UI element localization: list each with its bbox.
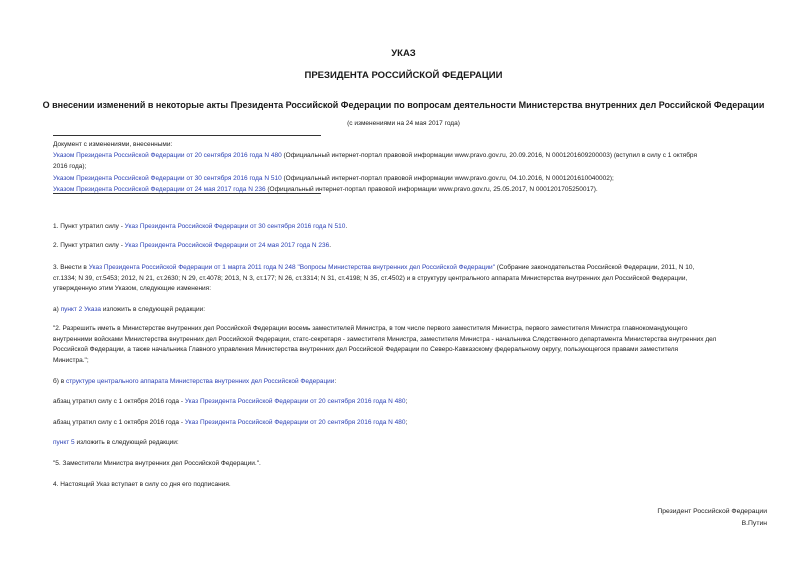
quoted-text <box>53 324 769 366</box>
link-ukaz-480[interactable]: Указ Президента Российской Федерации от 20 сентября 2016 года N 480 <box>184 419 406 426</box>
subparagraph-b-3 <box>53 437 769 448</box>
subparagraph-b-4: "5. Заместители Министра внутренних дел Российской Федерации.". <box>53 460 261 467</box>
link-ukaz-236[interactable]: Указ Президента Российской Федерации от 24 мая 2017 года N 236 <box>124 242 330 249</box>
paragraph-2 <box>53 240 769 251</box>
divider-top <box>53 135 321 136</box>
paragraph-text: абзац утратил силу с 1 октября 2016 года - <box>53 419 185 426</box>
paragraph-text: изложить в следующей редакции: <box>74 439 179 446</box>
subparagraph-prefix: а) <box>53 306 61 313</box>
paragraph-end: . <box>345 223 348 230</box>
subparagraph-prefix: б) в <box>53 378 66 385</box>
amendment-link-480[interactable]: Указом Президента Российской Федерации от 20 сентября 2016 года N 480 <box>53 152 282 160</box>
link-ukaz-510[interactable]: Указ Президента Российской Федерации от 30 сентября 2016 года N 510 <box>124 223 346 230</box>
link-structure[interactable]: структуре центрального аппарата Министерства внутренних дел Российской Федерации <box>65 378 335 385</box>
amendment-history <box>53 139 763 195</box>
paragraph-text: 1. Пункт утратил силу - <box>53 223 125 230</box>
history-item-continued: 2016 года); <box>53 163 87 171</box>
link-punkt-5[interactable]: пункт 5 <box>53 439 75 446</box>
revision-note: (с изменениями на 24 мая 2017 года) <box>347 120 460 127</box>
link-ukaz-480[interactable]: Указ Президента Российской Федерации от 20 сентября 2016 года N 480 <box>184 398 406 405</box>
subparagraph-b-2 <box>53 417 769 428</box>
paragraph-text: (Собрание законодательства Российской Федерации, 2011, N 10, <box>495 264 695 271</box>
history-item-text: (Официальный интернет-портал правовой информации www.pravo.gov.ru, 04.10.2016, N 0001201610040002); <box>281 174 614 182</box>
paragraph-3-line-1 <box>53 263 769 274</box>
document-title: УКАЗ <box>391 48 416 59</box>
amendment-link-236[interactable]: Указом Президента Российской Федерации от 24 мая 2017 года N 236 <box>53 185 266 193</box>
paragraph-end: ; <box>405 419 408 426</box>
history-item-text: (Официальный интернет-портал правовой информации www.pravo.gov.ru, 25.05.2017, N 0001201705250017). <box>265 185 598 193</box>
subparagraph-a <box>53 304 769 315</box>
signature-position: Президент Российской Федерации <box>657 508 767 515</box>
quote-line: Российской Федерации, а также начальника Главного управления Министерства внутренних дел Российской Федерации по Северо-Кавказскому федеральному округу, пользующегося правами заместителя <box>53 346 679 353</box>
quote-line: Министра."; <box>53 356 89 364</box>
subparagraph-text: : <box>334 378 337 385</box>
history-item <box>53 150 763 161</box>
paragraph-text: 3. Внести в <box>53 264 89 271</box>
subparagraph-b-1 <box>53 396 769 407</box>
document-subject: О внесении изменений в некоторые акты Президента Российской Федерации по вопросам деятельности Министерства внутренних дел Российской Федерации <box>42 100 765 110</box>
paragraph-end: ; <box>405 398 408 405</box>
history-item <box>53 173 763 184</box>
paragraph-4: 4. Настоящий Указ вступает в силу со дня его подписания. <box>53 481 231 488</box>
paragraph-end: . <box>329 242 332 249</box>
subparagraph-text: изложить в следующей редакции: <box>101 306 206 313</box>
paragraph-1 <box>53 221 769 232</box>
document-issuer: ПРЕЗИДЕНТА РОССИЙСКОЙ ФЕДЕРАЦИИ <box>304 70 503 81</box>
paragraph-3 <box>53 263 769 295</box>
link-punkt-2[interactable]: пункт 2 Указа <box>60 306 102 313</box>
quote-line: "2. Разрешить иметь в Министерстве внутренних дел Российской Федерации восемь заместителей Министра, в том числе первого заместителя Министра, первого заместителя Министра главнокомандующего <box>53 325 688 332</box>
amendment-link-510[interactable]: Указом Президента Российской Федерации от 30 сентября 2016 года N 510 <box>53 174 282 182</box>
subparagraph-b <box>53 376 769 387</box>
history-intro: Документ с изменениями, внесенными: <box>53 141 173 148</box>
paragraph-text: 2. Пункт утратил силу - <box>53 242 125 249</box>
paragraph-text: абзац утратил силу с 1 октября 2016 года - <box>53 398 185 405</box>
history-item-text: (Официальный интернет-портал правовой информации www.pravo.gov.ru, 20.09.2016, N 0001201609200003) (вступил в силу с 1 октября <box>281 152 697 160</box>
signature-name: В.Путин <box>741 520 767 527</box>
divider-bottom <box>53 193 321 194</box>
paragraph-3-line-3: утвержденную этим Указом, следующие изменения: <box>53 285 212 292</box>
quote-line: внутренними войсками Министерства внутренних дел Российской Федерации, статс-секретаря - заместителя Министра, заместителя Министра - начальника Следственного департамента Министерства внутренних дел <box>53 335 717 343</box>
link-ukaz-248[interactable]: Указ Президента Российской Федерации от 1 марта 2011 года N 248 "Вопросы Министерства внутренних дел Российской Федерации" <box>88 264 495 271</box>
paragraph-3-line-2: ст.1334; N 39, ст.5453; 2012, N 21, ст.2630; N 29, ст.4078; 2013, N 3, ст.177; N 26, ст.3314; N 31, ст.4198; N 35, ст.4502) и в структуру центрального аппарата Министерства внутренних дел Российской Федерации, <box>53 274 688 282</box>
